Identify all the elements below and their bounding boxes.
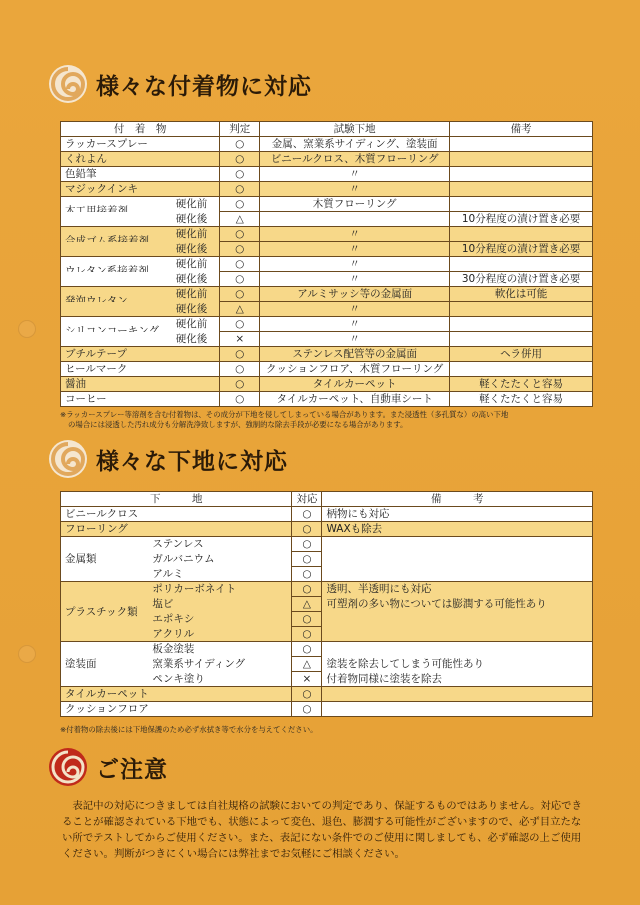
surface-subtype: ペンキ塗り (148, 672, 292, 687)
stain-state: 硬化後 (175, 272, 208, 285)
remark-text (450, 197, 593, 212)
stain-name-with-state (61, 302, 220, 317)
judge-mark: ○ (220, 242, 260, 257)
surface-name: クッションフロア (61, 702, 292, 717)
support-mark: × (292, 672, 322, 687)
test-base: 〃 (260, 317, 450, 332)
surface-category: プラスチック類 (61, 582, 149, 642)
remark-text (322, 567, 593, 582)
remark-text: 10分程度の漬け置き必要 (450, 212, 593, 227)
surface-subtype: エポキシ (148, 612, 292, 627)
surface-subtype: 塩ビ (148, 597, 292, 612)
test-base: 金属、窯業系サイディング、塗装面 (260, 137, 450, 152)
table-row (61, 317, 593, 332)
remark-text: 柄物にも対応 (322, 507, 593, 522)
surface-category: 金属類 (61, 537, 149, 582)
remark-text: 10分程度の漬け置き必要 (450, 242, 593, 257)
judge-mark: ○ (220, 377, 260, 392)
judge-mark: ○ (220, 362, 260, 377)
remark-text (322, 537, 593, 552)
test-base: ステンレス配管等の金属面 (260, 347, 450, 362)
stain-name-with-state (61, 227, 220, 242)
section3-title: ご注意 (96, 756, 168, 783)
stain-name-with-state (61, 332, 220, 347)
support-mark: ○ (292, 537, 322, 552)
section1-note (60, 410, 508, 430)
stain-state: 硬化後 (175, 332, 208, 345)
table-row (61, 257, 593, 272)
table-row (61, 137, 593, 152)
table-row (61, 212, 593, 227)
stain-state: 硬化前 (175, 288, 208, 301)
judge-mark: ○ (220, 137, 260, 152)
table-row (61, 537, 593, 552)
test-base: クッションフロア、木質フローリング (260, 362, 450, 377)
support-mark: ○ (292, 702, 322, 717)
judge-mark: ○ (220, 392, 260, 407)
table-row (61, 687, 593, 702)
remark-text: 30分程度の漬け置き必要 (450, 272, 593, 287)
test-base: 〃 (260, 167, 450, 182)
test-base: 〃 (260, 302, 450, 317)
support-mark: ○ (292, 552, 322, 567)
table-row (61, 197, 593, 212)
binder-hole-top (18, 320, 36, 338)
remark-text (322, 687, 593, 702)
remark-text: 軽くたたくと容易 (450, 377, 593, 392)
table-row (61, 377, 593, 392)
test-base: 〃 (260, 227, 450, 242)
remark-text (450, 362, 593, 377)
surface-subtype: 窯業系サイディング (148, 657, 292, 672)
table-row (61, 152, 593, 167)
header-remarks2: 備 考 (322, 492, 593, 507)
judge-mark: ○ (220, 257, 260, 272)
stain-name: ヒールマーク (61, 362, 220, 377)
stain-name-with-state (61, 272, 220, 287)
stain-name-with-state (61, 317, 220, 332)
stain-name-with-state (61, 257, 220, 272)
test-base: アルミサッシ等の金属面 (260, 287, 450, 302)
remark-text (450, 182, 593, 197)
remark-text (450, 227, 593, 242)
table-row (61, 242, 593, 257)
stain-name: くれよん (61, 152, 220, 167)
stain-name: コーヒー (61, 392, 220, 407)
stain-name-with-state (61, 197, 220, 212)
remark-text (322, 702, 593, 717)
table-row (61, 227, 593, 242)
table-row (61, 642, 593, 657)
table-row (61, 182, 593, 197)
section2-note: ※付着物の除去後には下地保護のため必ず水拭き等で水分を与えてください。 (60, 725, 318, 734)
support-mark: ○ (292, 612, 322, 627)
judge-mark: △ (220, 302, 260, 317)
surface-subtype: 板金塗装 (148, 642, 292, 657)
caution-text: 表記中の対応につきましては自社規格の試験においての判定であり、保証するものではありません。対応できることが確認されている下地でも、状態によって変色、退色、膨潤する可能性がございますので、必ず目立たない所でテストしてからご使用ください。また、表記にない条件でのご使用に関しましても、必ず確認の上ご使用ください。判断がつきにくい場合には弊社までお気軽にご相談ください。 (62, 800, 582, 860)
table-row (61, 362, 593, 377)
table-row (61, 522, 593, 537)
surface-subtype: ステンレス (148, 537, 292, 552)
remark-text (322, 627, 593, 642)
stain-state: 硬化前 (175, 258, 208, 271)
stain-state: 硬化後 (175, 302, 208, 315)
surface-table (60, 491, 593, 717)
remark-text: 軟化は可能 (450, 287, 593, 302)
surface-subtype: アルミ (148, 567, 292, 582)
header-test-base: 試験下地 (260, 122, 450, 137)
header-remarks: 備考 (450, 122, 593, 137)
section1-title: 様々な付着物に対応 (96, 73, 312, 100)
table-row (61, 287, 593, 302)
support-mark: ○ (292, 567, 322, 582)
swirl-icon (48, 64, 88, 104)
remark-text (322, 612, 593, 627)
remark-text: 透明、半透明にも対応 (322, 582, 593, 597)
surface-category: 塗装面 (61, 642, 149, 687)
test-base: 〃 (260, 332, 450, 347)
remark-text: 可塑剤の多い物については膨潤する可能性あり (322, 597, 593, 612)
table-row (61, 507, 593, 522)
surface-subtype: アクリル (148, 627, 292, 642)
remark-text (322, 552, 593, 567)
remark-text: ヘラ併用 (450, 347, 593, 362)
support-mark: ○ (292, 507, 322, 522)
support-mark: ○ (292, 522, 322, 537)
test-base (260, 212, 450, 227)
test-base: 〃 (260, 257, 450, 272)
table-row (61, 167, 593, 182)
judge-mark: ○ (220, 272, 260, 287)
section3-heading (48, 745, 168, 789)
table-row (61, 272, 593, 287)
surface-name: タイルカーペット (61, 687, 292, 702)
swirl-icon (48, 439, 88, 479)
test-base: ビニールクロス、木質フローリング (260, 152, 450, 167)
remark-text (322, 642, 593, 657)
judge-mark: ○ (220, 347, 260, 362)
stain-name-with-state (61, 212, 220, 227)
table-row (61, 332, 593, 347)
judge-mark: ○ (220, 197, 260, 212)
remark-text: 軽くたたくと容易 (450, 392, 593, 407)
header-support: 対応 (292, 492, 322, 507)
stain-state: 硬化前 (175, 318, 208, 331)
remark-text: WAXも除去 (322, 522, 593, 537)
support-mark: ○ (292, 627, 322, 642)
remark-text (450, 332, 593, 347)
note-line1: ※ラッカースプレー等溶剤を含む付着物は、その成分が下地を侵してしまっている場合があります。また浸透性（多孔質な）の高い下地 (60, 410, 509, 419)
support-mark: △ (292, 657, 322, 672)
judge-mark: ○ (220, 317, 260, 332)
test-base: タイルカーペット、自動車シート (260, 392, 450, 407)
binder-hole-bottom (18, 645, 36, 663)
stain-name: ブチルテープ (61, 347, 220, 362)
support-mark: ○ (292, 687, 322, 702)
test-base: 〃 (260, 182, 450, 197)
stain-name: マジックインキ (61, 182, 220, 197)
judge-mark: ○ (220, 152, 260, 167)
judge-mark: ○ (220, 227, 260, 242)
surface-name: ビニールクロス (61, 507, 292, 522)
section2-title: 様々な下地に対応 (96, 448, 288, 475)
support-mark: ○ (292, 582, 322, 597)
remark-text (450, 137, 593, 152)
surface-subtype: ガルバニウム (148, 552, 292, 567)
table-row (61, 302, 593, 317)
test-base: タイルカーペット (260, 377, 450, 392)
stain-name-with-state (61, 242, 220, 257)
test-base: 〃 (260, 272, 450, 287)
stain-name: ラッカースプレー (61, 137, 220, 152)
stain-state: 硬化後 (175, 242, 208, 255)
header-surface: 下 地 (61, 492, 292, 507)
test-base: 〃 (260, 242, 450, 257)
remark-text: 塗装を除去してしまう可能性あり (322, 657, 593, 672)
judge-mark: △ (220, 212, 260, 227)
remark-text (450, 152, 593, 167)
note-line2: の場合には浸透した汚れ成分も分解洗浄致しますが、強制的な除去手段が必要になる場合があります。 (68, 420, 408, 429)
table-row (61, 702, 593, 717)
stain-table (60, 121, 593, 407)
table-row (61, 582, 593, 597)
table-row (61, 392, 593, 407)
judge-mark: × (220, 332, 260, 347)
support-mark: ○ (292, 642, 322, 657)
header-stain: 付 着 物 (61, 122, 220, 137)
header-judge: 判定 (220, 122, 260, 137)
section1-heading (48, 62, 312, 106)
judge-mark: ○ (220, 287, 260, 302)
remark-text (450, 167, 593, 182)
surface-subtype: ポリカーボネイト (148, 582, 292, 597)
stain-state: 硬化前 (175, 198, 208, 211)
section2-heading (48, 437, 288, 481)
judge-mark: ○ (220, 182, 260, 197)
table-row (61, 347, 593, 362)
remark-text: 付着物同様に塗装を除去 (322, 672, 593, 687)
test-base: 木質フローリング (260, 197, 450, 212)
remark-text (450, 257, 593, 272)
stain-name: 醤油 (61, 377, 220, 392)
swirl-red-icon (48, 747, 88, 787)
judge-mark: ○ (220, 167, 260, 182)
stain-state: 硬化前 (175, 228, 208, 241)
surface-name: フローリング (61, 522, 292, 537)
remark-text (450, 317, 593, 332)
stain-name: 色鉛筆 (61, 167, 220, 182)
stain-state: 硬化後 (175, 212, 208, 225)
stain-name-with-state (61, 287, 220, 302)
remark-text (450, 302, 593, 317)
support-mark: △ (292, 597, 322, 612)
